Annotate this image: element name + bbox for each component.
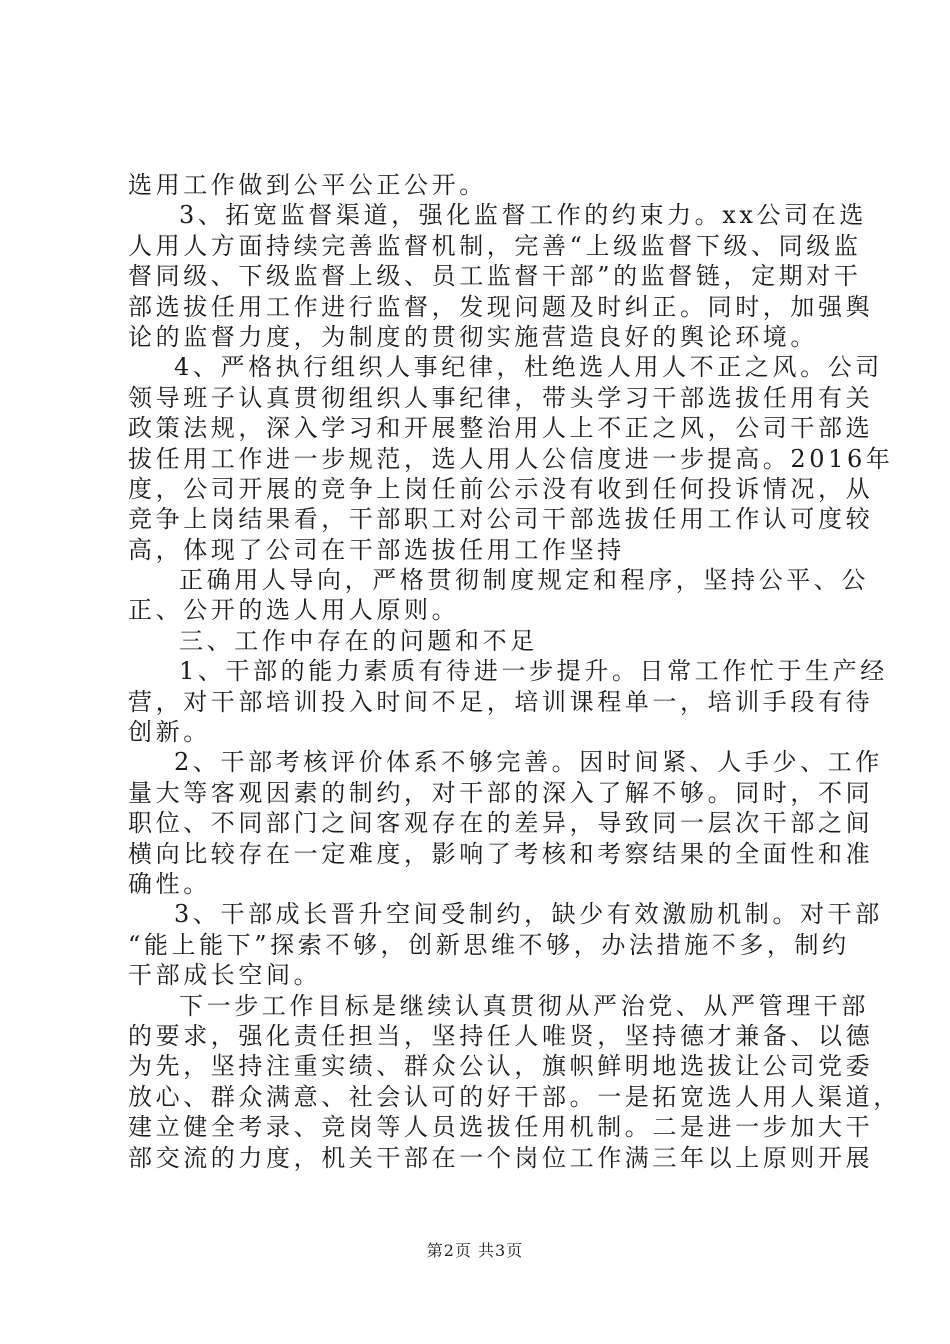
text-line: 领导班子认真贯彻组织人事纪律，带头学习干部选拔任用有关 [128, 383, 874, 412]
text-line: 2、干部考核评价体系不够完善。因时间紧、人手少、工作 [174, 748, 883, 777]
text-line: 督同级、下级监督上级、员工监督干部”的监督链，定期对干 [128, 262, 862, 291]
text-line: 部交流的力度，机关干部在一个岗位工作满三年以上原则开展 [128, 1143, 874, 1172]
text-line: 度，公司开展的竞争上岗任前公示没有收到任何投诉情况，从 [128, 474, 874, 503]
text-line: 1、干部的能力素质有待进一步提升。日常工作忙于生产经 [179, 657, 888, 686]
text-line: 竞争上岗结果看，干部职工对公司干部选拔任用工作认可度较 [128, 505, 874, 534]
text-line: 职位、不同部门之间客观存在的差异，导致同一层次干部之间 [128, 809, 874, 838]
text-line: 的要求，强化责任担当，坚持任人唯贤，坚持德才兼备、以德 [128, 1021, 874, 1050]
text-line: 为先，坚持注重实绩、群众公认，旗帜鲜明地选拔让公司党委 [128, 1052, 874, 1081]
text-line: 部选拔任用工作进行监督，发现问题及时纠正。同时，加强舆 [128, 292, 874, 321]
text-line: “能上能下”探索不够，创新思维不够，办法措施不多，制约 [128, 930, 850, 959]
text-line: 量大等客观因素的制约，对干部的深入了解不够。同时，不同 [128, 778, 874, 807]
page-footer: 第2页 共3页 [426, 1241, 524, 1260]
document-body [128, 170, 901, 1173]
text-line: 横向比较存在一定难度，影响了考核和考察结果的全面性和准 [128, 839, 874, 868]
text-line: 拔任用工作进一步规范，选人用人公信度进一步提高。2016年 [128, 444, 894, 473]
text-line: 建立健全考录、竞岗等人员选拔任用机制。二是进一步加大干 [128, 1113, 874, 1142]
text-line: 创新。 [128, 718, 211, 747]
text-line: 营，对干部培训投入时间不足，培训课程单一，培训手段有待 [128, 687, 874, 716]
text-line: 选用工作做到公平公正公开。 [128, 171, 487, 199]
text-line: 4、严格执行组织人事纪律，杜绝选人用人不正之风。公司 [174, 353, 883, 382]
text-line: 高，体现了公司在干部选拔任用工作坚持 [128, 535, 625, 564]
section-heading: 三、工作中存在的问题和不足 [179, 626, 538, 655]
text-line: 正、公开的选人用人原则。 [128, 596, 460, 625]
text-line: 政策法规，深入学习和开展整治用人上不正之风，公司干部选 [128, 414, 874, 443]
text-line: 3、干部成长晋升空间受制约，缺少有效激励机制。对干部 [174, 900, 883, 929]
text-line: 放心、群众满意、社会认可的好干部。一是拓宽选人用人渠道， [128, 1082, 901, 1111]
text-line: 确性。 [128, 869, 211, 898]
text-line: 干部成长空间。 [128, 961, 322, 990]
text-line: 下一步工作目标是继续认真贯彻从严治党、从严管理干部 [179, 991, 869, 1020]
text-line: 人用人方面持续完善监督机制，完善“上级监督下级、同级监 [128, 231, 862, 260]
text-line: 正确用人导向，严格贯彻制度规定和程序，坚持公平、公 [179, 566, 869, 595]
text-line: 3、拓宽监督渠道，强化监督工作的约束力。xx公司在选 [179, 201, 867, 230]
text-line: 论的监督力度，为制度的贯彻实施营造良好的舆论环境。 [128, 322, 818, 351]
